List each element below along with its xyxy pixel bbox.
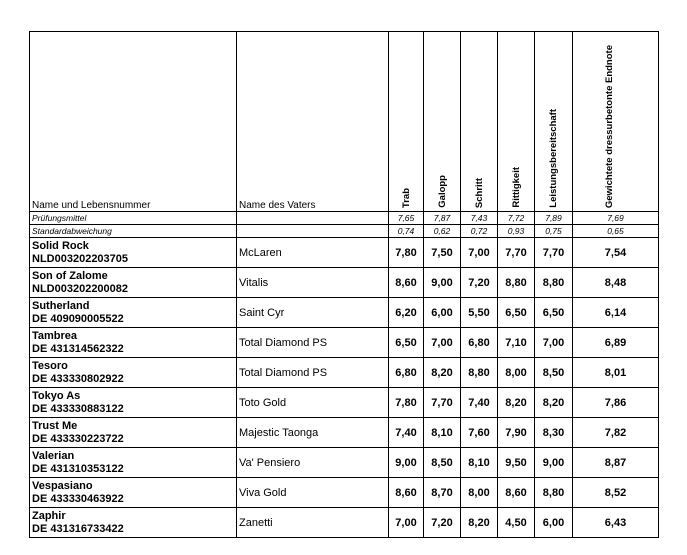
score-value: 7,90: [498, 418, 535, 448]
stat-label: Standardabweichung: [30, 225, 237, 238]
header-father: Name des Vaters: [237, 32, 389, 212]
score-value: 8,00: [498, 358, 535, 388]
score-value: 4,50: [498, 508, 535, 538]
table-row: [30, 388, 659, 418]
father-name: Majestic Taonga: [237, 418, 389, 448]
horse-name-cell: [30, 478, 237, 508]
score-value: 8,20: [535, 388, 573, 418]
header-rittigkeit: Rittigkeit: [498, 32, 535, 212]
horse-number: DE 433330463922: [32, 492, 124, 505]
header-name: Name und Lebensnummer: [30, 32, 237, 212]
horse-name-cell: [30, 388, 237, 418]
horse-name-cell: [30, 298, 237, 328]
score-value: 7,80: [389, 388, 424, 418]
score-value: 7,50: [424, 238, 461, 268]
score-value: 6,50: [389, 328, 424, 358]
horse-name: Vespasiano: [32, 479, 93, 492]
table-row: [30, 238, 659, 268]
score-value: 7,40: [461, 388, 498, 418]
father-name: Total Diamond PS: [237, 328, 389, 358]
horse-name-cell: [30, 358, 237, 388]
score-value: 6,50: [498, 298, 535, 328]
horse-name: Tokyo As: [32, 389, 81, 402]
score-value: 8,10: [461, 448, 498, 478]
score-value: 7,70: [535, 238, 573, 268]
father-name: McLaren: [237, 238, 389, 268]
stat-value: 0,62: [424, 225, 461, 238]
horse-name: Tambrea: [32, 329, 78, 342]
score-value: 7,70: [424, 388, 461, 418]
score-value: 8,01: [573, 358, 659, 388]
stat-value: 7,69: [573, 212, 659, 225]
table-row: [30, 508, 659, 538]
score-value: 9,00: [389, 448, 424, 478]
father-name: Vitalis: [237, 268, 389, 298]
score-value: 8,80: [535, 478, 573, 508]
horse-name-cell: [30, 418, 237, 448]
header-schritt: Schritt: [461, 32, 498, 212]
score-value: 6,00: [424, 298, 461, 328]
results-table: [29, 31, 659, 538]
header-row: [30, 32, 659, 212]
score-value: 8,50: [535, 358, 573, 388]
father-name: Saint Cyr: [237, 298, 389, 328]
table-row: [30, 358, 659, 388]
stat-empty: [237, 225, 389, 238]
score-value: 8,30: [535, 418, 573, 448]
header-leistungsbereitschaft: Leistungsbereitschaft: [535, 32, 573, 212]
father-name: Total Diamond PS: [237, 358, 389, 388]
score-value: 8,80: [461, 358, 498, 388]
score-value: 6,43: [573, 508, 659, 538]
score-value: 6,89: [573, 328, 659, 358]
stat-value: 0,93: [498, 225, 535, 238]
score-value: 7,00: [535, 328, 573, 358]
horse-name-cell: [30, 268, 237, 298]
score-value: 7,20: [424, 508, 461, 538]
horse-number: DE 409090005522: [32, 312, 124, 325]
score-value: 6,00: [535, 508, 573, 538]
score-value: 8,20: [461, 508, 498, 538]
score-value: 7,20: [461, 268, 498, 298]
score-value: 8,48: [573, 268, 659, 298]
horse-number: DE 431314562322: [32, 342, 124, 355]
stat-value: 0,65: [573, 225, 659, 238]
table-row: [30, 268, 659, 298]
table-row: [30, 328, 659, 358]
score-value: 8,80: [535, 268, 573, 298]
score-value: 5,50: [461, 298, 498, 328]
score-value: 8,00: [461, 478, 498, 508]
score-value: 7,82: [573, 418, 659, 448]
score-value: 7,86: [573, 388, 659, 418]
header-galopp: Galopp: [424, 32, 461, 212]
score-value: 8,20: [498, 388, 535, 418]
horse-number: DE 431310353122: [32, 462, 124, 475]
header-gewichtete-endnote: Gewichtete dressurbetonte Endnote: [573, 32, 659, 212]
stat-value: 0,74: [389, 225, 424, 238]
horse-name-cell: [30, 448, 237, 478]
score-value: 8,20: [424, 358, 461, 388]
score-value: 7,00: [461, 238, 498, 268]
score-value: 9,50: [498, 448, 535, 478]
table-row: [30, 418, 659, 448]
table-row: [30, 298, 659, 328]
stat-value: 7,87: [424, 212, 461, 225]
stat-value: 7,89: [535, 212, 573, 225]
score-value: 8,52: [573, 478, 659, 508]
horse-name: Tesoro: [32, 359, 68, 372]
father-name: Va' Pensiero: [237, 448, 389, 478]
father-name: Zanetti: [237, 508, 389, 538]
stat-row: [30, 225, 659, 238]
score-value: 9,00: [424, 268, 461, 298]
horse-number: NLD003202203705: [32, 252, 129, 265]
score-value: 6,80: [389, 358, 424, 388]
score-value: 7,00: [424, 328, 461, 358]
header-trab: Trab: [389, 32, 424, 212]
horse-name: Son of Zalome: [32, 269, 108, 282]
horse-number: DE 433330802922: [32, 372, 124, 385]
stat-value: 0,72: [461, 225, 498, 238]
horse-name: Trust Me: [32, 419, 78, 432]
stat-value: 7,43: [461, 212, 498, 225]
stat-empty: [237, 212, 389, 225]
score-value: 6,20: [389, 298, 424, 328]
score-value: 6,80: [461, 328, 498, 358]
table-row: [30, 478, 659, 508]
horse-number: DE 433330223722: [32, 432, 124, 445]
score-value: 8,50: [424, 448, 461, 478]
stat-value: 7,65: [389, 212, 424, 225]
score-value: 8,60: [498, 478, 535, 508]
horse-name-cell: [30, 508, 237, 538]
score-value: 6,14: [573, 298, 659, 328]
score-value: 7,54: [573, 238, 659, 268]
horse-number: NLD003202200082: [32, 282, 129, 295]
score-value: 7,70: [498, 238, 535, 268]
stat-label: Prüfungsmittel: [30, 212, 237, 225]
score-value: 9,00: [535, 448, 573, 478]
table-row: [30, 448, 659, 478]
score-value: 7,80: [389, 238, 424, 268]
score-value: 8,60: [389, 478, 424, 508]
horse-number: DE 433330883122: [32, 402, 124, 415]
score-value: 8,87: [573, 448, 659, 478]
score-value: 7,00: [389, 508, 424, 538]
stat-value: 7,72: [498, 212, 535, 225]
score-value: 8,80: [498, 268, 535, 298]
score-value: 8,10: [424, 418, 461, 448]
horse-name-cell: [30, 238, 237, 268]
horse-name: Valerian: [32, 449, 75, 462]
horse-name-cell: [30, 328, 237, 358]
score-value: 8,70: [424, 478, 461, 508]
father-name: Toto Gold: [237, 388, 389, 418]
horse-name: Solid Rock: [32, 239, 89, 252]
horse-number: DE 431316733422: [32, 522, 124, 535]
horse-name: Zaphir: [32, 509, 66, 522]
stat-row: [30, 212, 659, 225]
father-name: Viva Gold: [237, 478, 389, 508]
stat-value: 0,75: [535, 225, 573, 238]
score-value: 7,60: [461, 418, 498, 448]
horse-name: Sutherland: [32, 299, 90, 312]
score-value: 7,40: [389, 418, 424, 448]
score-value: 8,60: [389, 268, 424, 298]
score-value: 7,10: [498, 328, 535, 358]
score-value: 6,50: [535, 298, 573, 328]
